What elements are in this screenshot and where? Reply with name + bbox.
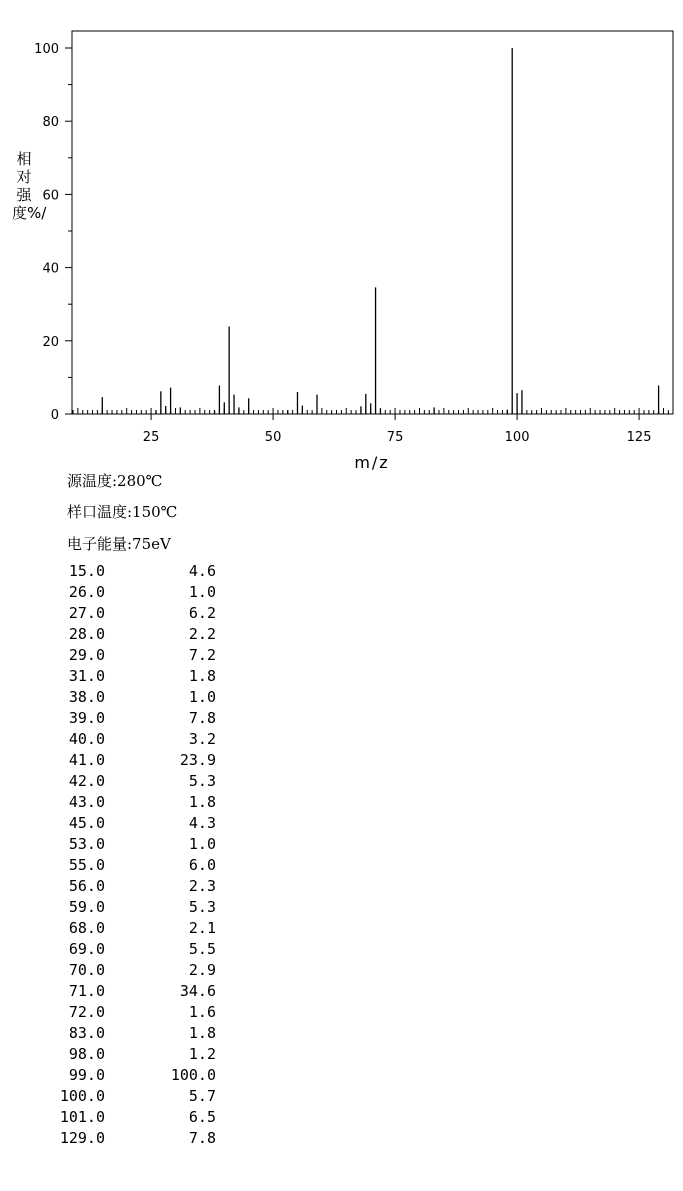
peak-row <box>40 1002 216 1023</box>
electron-energy: 电子能量:75eV <box>67 535 171 553</box>
y-axis-title: 相对强度%/ <box>12 150 47 222</box>
peak-mz: 98.0 <box>68 1045 105 1063</box>
spectrum-peaks <box>102 48 658 414</box>
peak-intensity: 6.0 <box>188 856 216 874</box>
peak-mz: 27.0 <box>68 604 105 622</box>
peak-mz: 53.0 <box>68 835 105 853</box>
y-axis-ticks <box>34 42 72 423</box>
peak-row <box>40 582 216 603</box>
peak-row <box>40 1023 216 1044</box>
peak-mz: 59.0 <box>68 898 105 916</box>
peak-mz: 43.0 <box>68 793 105 811</box>
peak-intensity: 7.8 <box>188 1129 216 1147</box>
y-tick-label: 40 <box>42 261 59 277</box>
peak-intensity: 1.0 <box>188 835 216 853</box>
peak-intensity: 23.9 <box>179 751 216 769</box>
peak-mz: 55.0 <box>68 856 105 874</box>
x-tick-label: 75 <box>386 430 404 445</box>
sample-temperature: 样口温度:150℃ <box>67 503 178 521</box>
peak-row <box>40 645 216 666</box>
x-axis-title: m/z <box>354 453 390 472</box>
peak-mz: 40.0 <box>68 730 105 748</box>
y-tick-label: 100 <box>34 42 59 57</box>
peak-row <box>40 561 216 582</box>
y-tick-label: 60 <box>42 188 59 204</box>
peak-intensity: 1.2 <box>188 1045 216 1063</box>
peak-intensity: 5.3 <box>188 898 216 916</box>
peak-row <box>40 666 216 687</box>
peak-intensity: 5.7 <box>188 1087 216 1105</box>
y-tick-label: 0 <box>50 408 59 423</box>
peak-intensity: 1.6 <box>188 1003 216 1021</box>
peak-mz: 41.0 <box>68 751 105 769</box>
peak-intensity: 7.2 <box>188 646 216 664</box>
peak-intensity: 4.3 <box>188 814 216 832</box>
x-tick-label: 125 <box>626 430 652 445</box>
peak-mz: 39.0 <box>68 709 105 727</box>
peak-row <box>40 939 216 960</box>
peak-row <box>40 603 216 624</box>
peak-mz: 83.0 <box>68 1024 105 1042</box>
peak-row <box>40 855 216 876</box>
source-temperature: 源温度:280℃ <box>67 472 163 490</box>
x-axis-ticks <box>143 414 652 445</box>
peak-intensity: 4.6 <box>188 562 216 580</box>
y-tick-label: 80 <box>42 115 59 131</box>
peak-row <box>40 813 216 834</box>
peak-row <box>40 834 216 855</box>
peak-row <box>40 750 216 771</box>
peak-row <box>40 918 216 939</box>
peak-row <box>40 960 216 981</box>
peak-intensity: 1.0 <box>188 583 216 601</box>
peak-intensity: 2.3 <box>188 877 216 895</box>
peak-mz: 69.0 <box>68 940 105 958</box>
peak-mz: 45.0 <box>68 814 105 832</box>
x-tick-label: 100 <box>504 430 530 445</box>
peak-intensity: 5.3 <box>188 772 216 790</box>
peak-mz: 100.0 <box>59 1087 105 1105</box>
peak-row <box>40 897 216 918</box>
mass-spectrum-chart <box>0 0 683 480</box>
x-tick-label: 25 <box>142 430 160 445</box>
peak-mz: 99.0 <box>68 1066 105 1084</box>
peak-intensity: 6.5 <box>188 1108 216 1126</box>
peak-mz: 42.0 <box>68 772 105 790</box>
peak-intensity: 2.9 <box>188 961 216 979</box>
peak-row <box>40 687 216 708</box>
peak-mz: 26.0 <box>68 583 105 601</box>
peak-mz: 68.0 <box>68 919 105 937</box>
peak-row <box>40 729 216 750</box>
peak-intensity: 100.0 <box>170 1066 216 1084</box>
x-tick-label: 50 <box>264 430 282 445</box>
peak-row <box>40 981 216 1002</box>
peak-intensity: 7.8 <box>188 709 216 727</box>
y-tick-label: 20 <box>42 334 59 350</box>
peak-list-table <box>40 561 216 1149</box>
peak-intensity: 6.2 <box>188 604 216 622</box>
peak-row <box>40 771 216 792</box>
peak-mz: 70.0 <box>68 961 105 979</box>
peak-mz: 28.0 <box>68 625 105 643</box>
peak-row <box>40 1065 216 1086</box>
peak-mz: 71.0 <box>68 982 105 1000</box>
peak-row <box>40 876 216 897</box>
peak-intensity: 1.8 <box>188 1024 216 1042</box>
peak-intensity: 1.8 <box>188 667 216 685</box>
peak-mz: 72.0 <box>68 1003 105 1021</box>
plot-frame <box>72 31 673 414</box>
peak-row <box>40 1044 216 1065</box>
peak-intensity: 2.1 <box>188 919 216 937</box>
peak-intensity: 3.2 <box>188 730 216 748</box>
peak-mz: 129.0 <box>59 1129 105 1147</box>
peak-row <box>40 708 216 729</box>
peak-row <box>40 1128 216 1149</box>
peak-intensity: 5.5 <box>188 940 216 958</box>
peak-intensity: 1.0 <box>188 688 216 706</box>
peak-mz: 38.0 <box>68 688 105 706</box>
peak-row <box>40 1107 216 1128</box>
peak-mz: 101.0 <box>59 1108 105 1126</box>
peak-row <box>40 624 216 645</box>
peak-intensity: 2.2 <box>188 625 216 643</box>
peak-mz: 31.0 <box>68 667 105 685</box>
peak-row <box>40 792 216 813</box>
peak-mz: 29.0 <box>68 646 105 664</box>
peak-intensity: 1.8 <box>188 793 216 811</box>
peak-intensity: 34.6 <box>179 982 216 1000</box>
peak-mz: 56.0 <box>68 877 105 895</box>
peak-row <box>40 1086 216 1107</box>
peak-mz: 15.0 <box>68 562 105 580</box>
